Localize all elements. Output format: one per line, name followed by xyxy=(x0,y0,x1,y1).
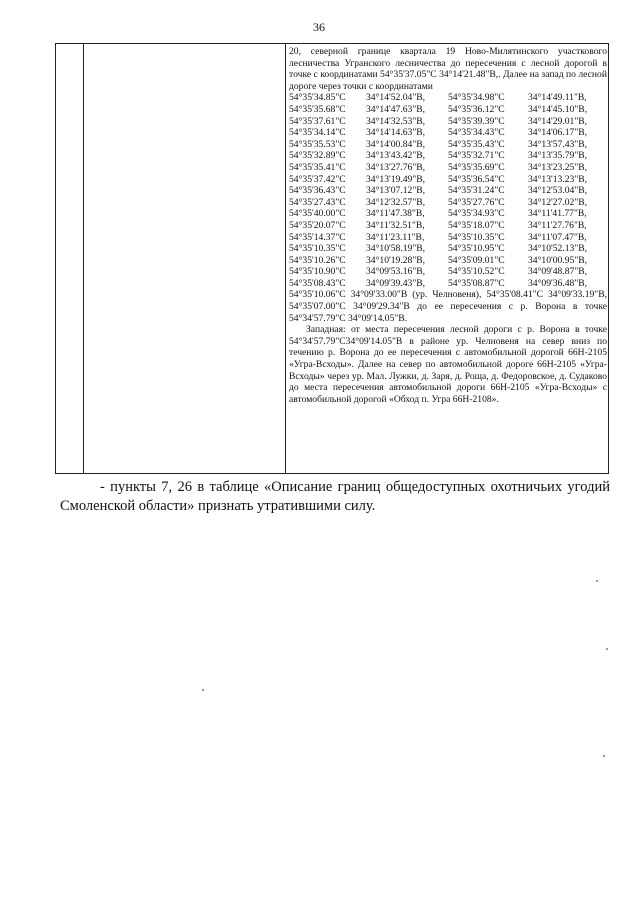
scan-speck xyxy=(596,580,598,582)
coordinate-value: 54°35'40.00"С xyxy=(289,208,346,220)
west-boundary-heading: Западная: xyxy=(306,324,346,336)
column-divider xyxy=(83,44,84,473)
coordinate-value: 34°14'45.10"В, xyxy=(528,103,588,115)
coordinate-value: 34°09'48.87"В, xyxy=(528,266,588,278)
coordinate-value: 34°12'27.02"В, xyxy=(528,196,588,208)
coordinate-value: 34°13'23.25"В, xyxy=(528,161,588,173)
west-boundary-paragraph xyxy=(289,324,607,405)
coordinate-value: 54°35'20.07"С xyxy=(289,219,346,231)
coordinate-value: 54°35'32.71"С xyxy=(448,150,505,162)
coordinate-value: 34°10'19.28"В, xyxy=(366,254,426,266)
coordinate-value: 54°35'10.52"С xyxy=(448,266,505,278)
coordinate-value: 54°35'34.98"С xyxy=(448,92,505,104)
coordinate-value: 54°35'10.26"С xyxy=(289,254,346,266)
coordinate-value: 34°14'29.01"В, xyxy=(528,115,588,127)
coordinate-value: 34°13'19.49"В, xyxy=(366,173,426,185)
coordinate-value: 54°35'08.87"С xyxy=(448,277,505,289)
footer-paragraph xyxy=(60,478,610,516)
coordinate-value: 54°35'10.35"С xyxy=(448,231,505,243)
coordinate-value: 54°35'34.93"С xyxy=(448,208,505,220)
coordinate-value: 34°11'27.76"В, xyxy=(528,219,587,231)
coordinate-value: 54°35'27.43"С xyxy=(289,196,346,208)
coordinate-value: 54°35'10.90"С xyxy=(289,266,346,278)
boundary-continuation-text: 54°35'10.06"С 34°09'33.00"В (ур. Челновеня), 54°35'08.41"С 34°09'33.19"В, 54°35'07.00"С 34°09'29.34"В до ее пересечения с р. Ворона в точке 54°34'57.79"С 34°09'14.05"В. xyxy=(289,289,607,324)
coordinate-value: 34°09'53.16"В, xyxy=(366,266,426,278)
coordinate-value: 34°11'23.11"В, xyxy=(366,231,425,243)
coordinate-value: 34°11'41.77"В, xyxy=(528,208,587,220)
coordinate-value: 34°14'06.17"В, xyxy=(528,127,588,139)
page-number: 36 xyxy=(313,20,325,34)
coordinate-value: 34°14'47.63"В, xyxy=(366,103,426,115)
boundary-intro-text: 20, северной границе квартала 19 Ново-Милятинского участкового лесничества Угранского лесничества до пересечения с лесной дорогой в точке с координатами 54°35'37.05"С 34°14'21.48"В,. Далее на запад по лесной дороге через точки с координатами xyxy=(289,46,607,92)
coordinate-value: 34°10'00.95"В, xyxy=(528,254,588,266)
coordinate-value: 54°35'32.89"С xyxy=(289,150,346,162)
coordinate-value: 54°35'36.43"С xyxy=(289,185,346,197)
coordinate-value: 54°35'35.43"С xyxy=(448,138,505,150)
coordinate-value: 34°14'49.11"В, xyxy=(528,92,587,104)
coordinate-value: 34°14'00.84"В, xyxy=(366,138,426,150)
coordinate-value: 54°35'10.35"С xyxy=(289,243,346,255)
coordinate-value: 34°13'13.23"В, xyxy=(528,173,588,185)
coordinate-value: 34°12'32.57"В, xyxy=(366,196,426,208)
coordinate-value: 34°11'07.47"В, xyxy=(528,231,587,243)
coordinate-value: 34°13'57.43"В, xyxy=(528,138,588,150)
coordinate-value: 34°13'43.42"В, xyxy=(366,150,426,162)
coordinate-value: 54°35'31.24"С xyxy=(448,185,505,197)
coordinate-value: 54°35'10.95"С xyxy=(448,243,505,255)
coordinate-value: 54°35'39.39"С xyxy=(448,115,505,127)
coordinate-value: 54°35'35.53"С xyxy=(289,138,346,150)
scan-speck xyxy=(603,755,605,757)
footer-text: - пункты 7, 26 в таблице «Описание границ общедоступных охотничьих угодий Смоленской области» признать утратившими силу. xyxy=(60,479,610,514)
scan-speck xyxy=(202,689,204,691)
coordinate-value: 54°35'37.42"С xyxy=(289,173,346,185)
boundary-table xyxy=(55,43,609,474)
coordinate-value: 54°35'34.14"С xyxy=(289,127,346,139)
coordinate-value: 54°35'18.07"С xyxy=(448,219,505,231)
coordinate-value: 54°35'35.69"С xyxy=(448,161,505,173)
coordinate-value: 54°35'35.41"С xyxy=(289,161,346,173)
coordinate-value: 34°12'53.04"В, xyxy=(528,185,588,197)
scan-speck xyxy=(606,648,608,650)
coordinates-list xyxy=(289,92,607,289)
coordinate-value: 34°10'58.19"В, xyxy=(366,243,426,255)
coordinate-value: 54°35'14.37"С xyxy=(289,231,346,243)
coordinate-value: 34°13'35.79"В, xyxy=(528,150,588,162)
coordinate-value: 34°10'52.13"В, xyxy=(528,243,588,255)
coordinate-value: 34°09'39.43"В, xyxy=(366,277,426,289)
coordinate-value: 54°35'36.12"С xyxy=(448,103,505,115)
coordinate-value: 54°35'08.43"С xyxy=(289,277,346,289)
coordinate-value: 54°35'27.76"С xyxy=(448,196,505,208)
coordinate-value: 34°14'52.04"В, xyxy=(366,92,426,104)
coordinate-value: 54°35'37.61"С xyxy=(289,115,346,127)
coordinate-value: 54°35'34.43"С xyxy=(448,127,505,139)
coordinate-value: 34°14'14.63"В, xyxy=(366,127,426,139)
coordinate-value: 54°35'09.01"С xyxy=(448,254,505,266)
boundary-description-cell xyxy=(289,46,607,405)
coordinate-value: 34°09'36.48"В, xyxy=(528,277,588,289)
coordinate-value: 54°35'36.54"С xyxy=(448,173,505,185)
coordinate-value: 34°13'27.76"В, xyxy=(366,161,426,173)
coordinate-value: 34°11'47.38"В, xyxy=(366,208,425,220)
column-divider xyxy=(285,44,286,473)
coordinate-value: 34°11'32.51"В, xyxy=(366,219,425,231)
west-boundary-text: от места пересечения лесной дороги с р. Ворона в точке 54°34'57.79"С34°09'14.05"В в районе ур. Челновеня на север вниз по течению р. Ворона до ее пересечения с автомобильной дорогой 66Н-2105 «Угра-Всходы». Далее на север по автомобильной дороге 66Н-2105 «Угра-Всходы» через ур. Мал. Лужки, д. Заря, д. Роща, д. Федоровское, д. Судаково до места пересечения автомобильной дороги 66Н-2105 «Угра-Всходы» с автомобильной дорогой «Обход п. Угра 66Н-2108». xyxy=(289,324,607,405)
coordinate-value: 34°14'32.53"В, xyxy=(366,115,426,127)
coordinate-value: 54°35'35.68"С xyxy=(289,103,346,115)
coordinate-value: 54°35'34.85"С xyxy=(289,92,346,104)
coordinate-value: 34°13'07.12"В, xyxy=(366,185,426,197)
